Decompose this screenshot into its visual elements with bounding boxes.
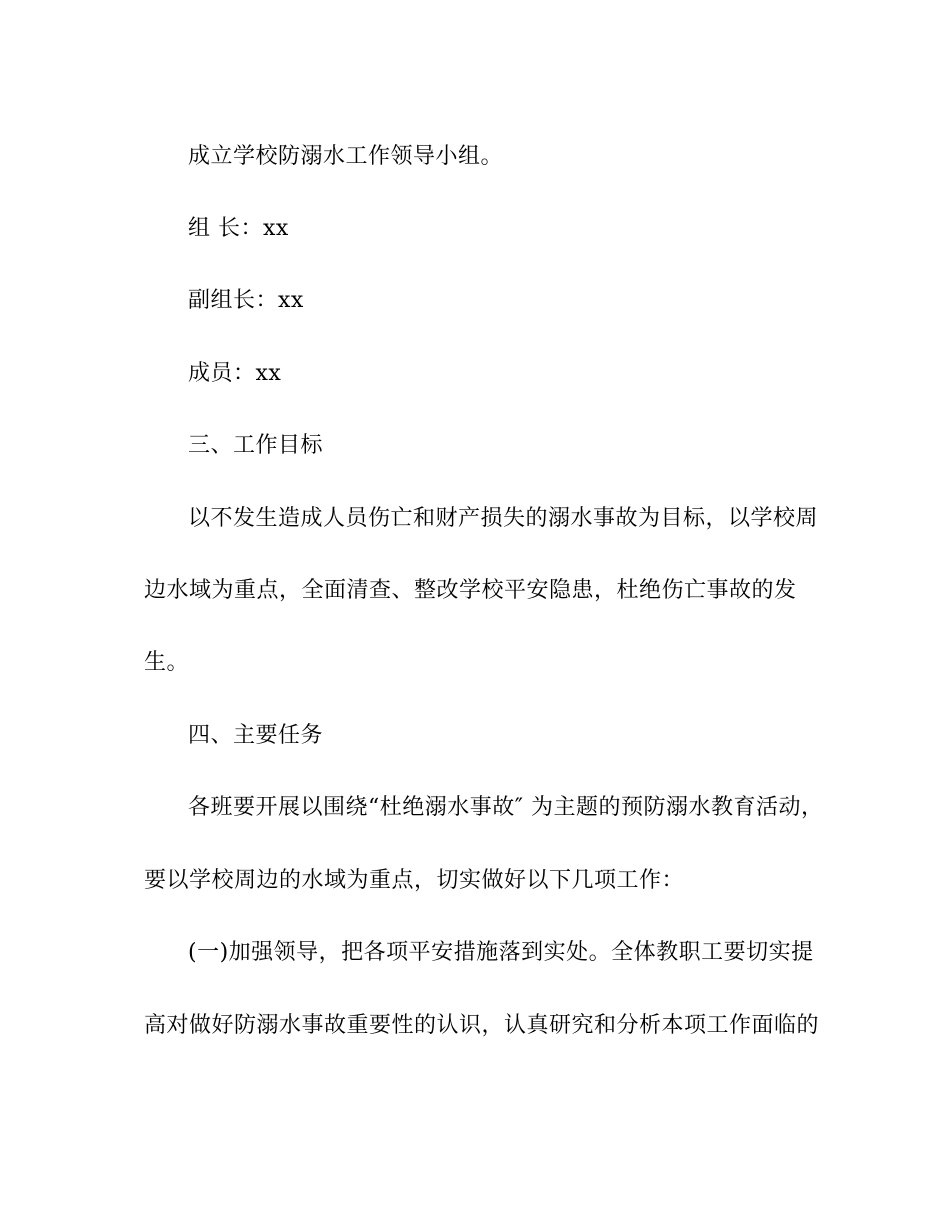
deputy-leader-line: 副组长：xx — [188, 288, 304, 313]
paragraph-leadership-group: 成立学校防溺水工作领导小组。 — [188, 144, 504, 169]
goals-paragraph-line-2: 边水域为重点，全面清查、整改学校平安隐患，杜绝伤亡事故的发 — [144, 578, 797, 603]
item-one-paragraph-line-2: 高对做好防溺水事故重要性的认识，认真研究和分析本项工作面临的 — [144, 1013, 820, 1038]
tasks-paragraph-line-1: 各班要开展以围绕“杜绝溺水事故″ 为主题的预防溺水教育活动， — [188, 795, 824, 820]
item-one-paragraph-line-1: (一)加强领导，把各项平安措施落到实处。全体教职工要切实提 — [188, 940, 814, 965]
members-line: 成员：xx — [188, 361, 282, 386]
goals-paragraph-line-3: 生。 — [144, 650, 190, 675]
section-heading-goals: 三、工作目标 — [188, 433, 324, 458]
tasks-paragraph-line-2: 要以学校周边的水域为重点，切实做好以下几项工作： — [144, 868, 685, 893]
group-leader-line: 组 长：xx — [188, 216, 289, 241]
section-heading-tasks: 四、主要任务 — [188, 723, 324, 748]
goals-paragraph-line-1: 以不发生造成人员伤亡和财产损失的溺水事故为目标，以学校周 — [188, 506, 819, 531]
